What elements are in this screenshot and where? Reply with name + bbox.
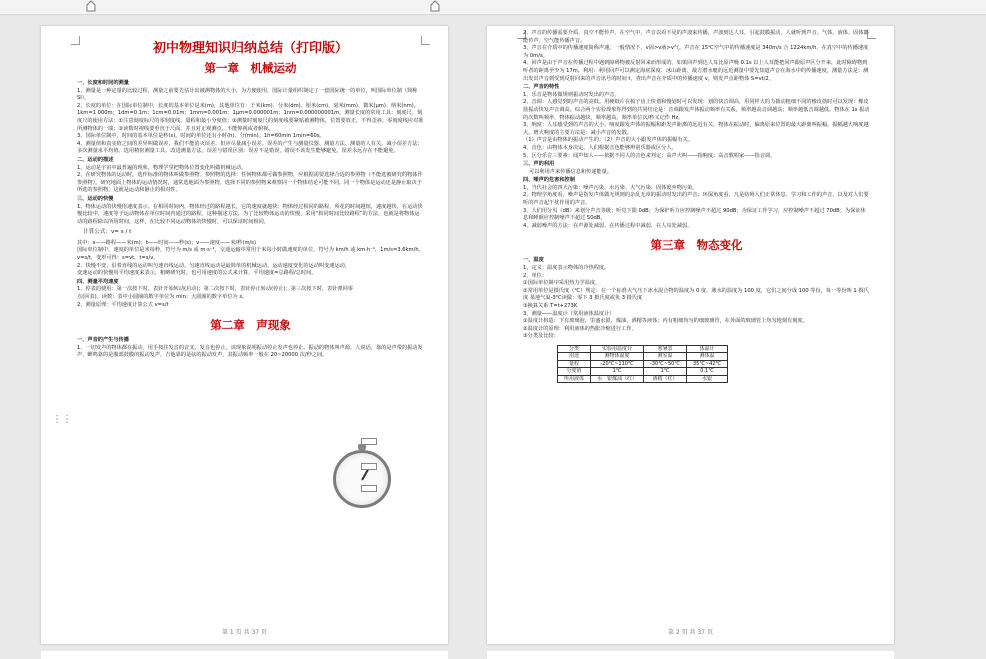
chapter-heading: 第三章 物态变化 [650,238,743,253]
table-header-cell: 体温计 [686,345,727,352]
paragraph: 1、物体运动的快慢用速度表示。在相同时间内，物体经过的路程越长，它的速度就越快；物体经过相同的路程，所花的时间越短，速度越快。在运动快慢比较中，速度等于运动物体在单位时间内通过的路程。这种描述方法，为了比较物体运动的快慢，采用“相同时间比较路程”的方法，也就是将物体运动的路程除以所用时间。这样，在比较不同运动物体的快慢时，可以保证时间相同。 [77,203,423,225]
table-cell: 用途 [558,353,591,360]
paragraph: 4、测量值和真实值之间的差异叫做误差，我们不能消灭误差，但应尽量减小误差。误差的产生与测量仪器、测量方法、测量的人有关。减小误差方法：多次测量求平均值、选用精密测量工具、改进测量方法。误差与错误区别：误差不是错误，错误不该发生能够避免，误差永远存在不能避免。 [77,140,423,155]
paragraph: 2、物理学角度看，噪声是指发声体做无规则的杂乱无章的振动时发出的声音；环保角度看，凡是妨碍人们正常休息、学习和工作的声音，以及对人们要听的声音起干扰作用的声音。 [523,192,869,207]
document-page-2 [487,26,894,644]
table-cell: 测物体温度 [591,353,644,360]
right-indent-marker[interactable] [430,0,440,12]
table-row [558,375,728,382]
document-title: 初中物理知识归纳总结（打印版） [152,41,348,56]
paragraph: 3、测量——温度计（常用液体温度计） [523,310,615,317]
section-heading: 二、声音的特性 [523,84,560,91]
paragraph: 1、当代社会的四大污染：噪声污染、水污染、大气污染、固体废弃物污染。 [523,184,698,191]
paragraph: 3、声音在介质中的传播速度简称声速。一般情况下，v固>v液>v气，声音在 15℃空气中的传播速度是 340m/s 合 1224km/h，在真空中的传播速度为 0m/s。 [523,45,869,59]
table-cell: 量程 [558,360,591,367]
chapter-heading: 第二章 声现象 [210,318,291,333]
section-heading: 四、噪声的危害和控制 [523,177,575,184]
table-cell: -30℃~50℃ [644,360,687,367]
paragraph: 2、测量原理：平均速度计算公式 v=s/t [77,301,169,308]
next-page-preview [41,651,448,659]
paragraph: ③分类及比较： [523,333,559,340]
table-cell: 所用液体 [558,375,591,382]
image-callout [361,485,377,492]
paragraph: ②温度计的原理：利用液体的热胀冷缩进行工作。 [523,325,637,332]
section-heading: 一、温度 [523,257,544,264]
formula-fraction: s / t [120,229,132,236]
paragraph: 4、回声是由于声音在传播过程中遇到障碍物被反射回来而形成的。如果回声到达人耳比原声晚 0.1s 以上人耳能把回声跟原声区分开来，此时障碍物到听者的距离至少为 17m。利用：利用回声可以测定海底深度、冰山距离、敌方潜水艇的远近测量中要先知道声音在海水中的传播速度，测量方法是：测出发出声音到受到反射回来的声音讯号的时间 t，查出声音在介质中的传播速度 v，则发声点距物体 S=vt/2。 [523,60,869,82]
paragraph: 1、乐音是物体做规则振动时发出的声音。 [523,91,620,98]
page-footer: 第 1 页 共 37 页 [222,629,267,636]
paragraph: 2、在研究物体的运动时，选作标准的物体叫做参照物。参照物的选择：任何物体都可做参照物，应根据需要选择合适的参照物（不能选被研究的物体作参照物）。研究地面上物体的运动情况时，通常选地面为参照物。选择不同的参照物来观察同一个物体结论可能不同。同一个物体是运动还是静止取决于所选的参照物，这就是运动和静止的相对性。 [77,172,423,194]
table-cell: 测体温 [686,353,727,360]
paragraph: 2、快慢不变，沿着直线的运动叫匀速直线运动。匀速直线运动是最简单的机械运动。运动速度变化的运动叫变速运动，变速运动的快慢用平均速度来表示，粗略研究时，也可用速度的公式来计算，平均速度=总路程/总时间。 [77,262,351,277]
table-row [558,360,728,367]
table-cell: 水 银煤油（红） [591,375,644,382]
paragraph: 4、减弱噪声的方法：在声源处减弱、在传播过程中减弱、在人耳处减弱。 [523,222,693,229]
table-cell: 1℃ [591,368,644,375]
formula-label: 计算公式：v= [83,229,119,236]
paragraph: ②常用单位是摄氏度（℃）规定：在一个标准大气压下冰水混合物的温度为 0 度，沸水的温度为 100 度，它们之间分成 100 等份，每一等份叫 1 摄氏度 某地气温-3℃读做：零下 3 摄氏度或负 3 摄氏度 [523,287,869,302]
ruler-bar [0,0,986,15]
image-callout [361,438,377,445]
paragraph: （1）声音是由物体的振动产生的；（2）声音的大小跟发声体的振幅有关。 [523,137,694,144]
table-cell: 水银 [686,375,727,382]
paragraph: 可以利用声来传播信息和传递能量。 [529,168,613,175]
table-header-cell: 实验用温度计 [591,345,644,352]
paragraph: 3、人们用分贝（dB）来划分声音等级；听觉下限 0dB；为保护听力应控制噪声不超过 90dB；为保证工作学习，应控制噪声不超过 70dB；为保证休息和睡眠应控制噪声不超过 50dB。 [523,207,866,222]
section-heading: 四、测量平均速度 [77,278,119,285]
section-heading: 一、声音的产生与传播 [77,337,129,344]
speed-formula [83,229,424,237]
paragraph: 3、国际单位制中，时间的基本单位是秒(s)。时间的单位还有小时(h)、分(min)。1h=60min 1min=60s。 [77,133,325,140]
section-heading: 二、运动的描述 [77,156,114,163]
table-cell: 测室温 [644,353,687,360]
paragraph: 2、音调：人感觉到的声音的高低。用硬纸片在梳子齿上快划和慢划时可以发现：划的快音调高，用同样大的力拨动粗细不同的橡皮筋时可以发现：橡皮筋振动快发声音调高。综合两个实验现象你得到的共同结论是：音调跟发声体振动频率有关系，频率越高音调越高；频率越低音调越低。物体在 1s 振动的次数叫频率，物体振动越快，频率越高。频率单位次/秒又记作 Hz。 [523,99,870,121]
paragraph: 2、声音的传播需要介质，真空不能传声。在空气中，声音以看不见的声波来传播，声波到达人耳，引起鼓膜振动，人就听到声音。气体、液体、固体都能传声，空气能传播声音。 [523,30,869,44]
table-cell: 分度值 [558,368,591,375]
paragraph: 4、音色：由物体本身决定。人们根据音色能够辨别乐器或区分人。 [523,144,677,151]
page-footer: 第 2 页 共 37 页 [668,629,713,636]
table-cell: 35℃~42℃ [686,360,727,367]
table-row [558,368,728,375]
paragraph: ①温度计构造：下有玻璃泡，里盛水银、煤油、酒精等液体；内有粗细均匀的细玻璃管，在外面的玻璃管上均匀地刻有刻度。 [523,318,808,325]
left-indent-marker[interactable] [86,0,96,12]
paragraph: 3、响度：人耳感受到的声音的大小。响度跟发声体的振幅和距发声距离的远近有关。物体在振动时，偏离原来位置的最大距离叫振幅。振幅越大响度越大。增大响度的主要方法是：减小声音的发散。 [523,122,869,136]
document-page-1 [41,26,448,644]
next-page-preview [487,651,894,659]
chapter-heading: 第一章 机械运动 [204,61,297,75]
table-cell: 0.1℃ [686,368,727,375]
table-cell: 1℃ [644,368,687,375]
thermometer-table [557,345,728,383]
section-heading: 三、运动的快慢 [77,195,114,202]
paragraph: 1、运动是宇宙中最普遍的现象，物理学里把物体位置变化叫做机械运动。 [77,164,247,171]
paragraph: 5、区分乐音三要素：闻声知人——依据不同人的音色来判定；高声大叫——指响度；高音歌唱家——指音调。 [523,152,776,159]
paragraph: 其中：s——路程——米(m)；t——时间——秒(s)；v——速度——米/秒(m/s) [77,239,257,246]
table-header-row [558,345,728,352]
section-heading: 三、声的利用 [523,161,555,168]
table-cell: -20℃~110℃ [591,360,644,367]
paragraph: 2、单位： [523,272,548,279]
paragraph: ①国际单位制中采用热力学温度。 [523,280,601,287]
paragraph: 2、长度的单位：在国际单位制中，长度的基本单位是米(m)，其他单位有：千米(km)、分米(dm)、厘米(cm)、毫米(mm)、微米(μm)、纳米(nm)。1km=1 000m；1dm=0.1m；1cm=0.01m；1mm=0.001m；1μm=0.000001m；1nm=0.000000001m。测量长度的常用工具：刻度尺。刻度尺的使用方法：①注意刻度标尺的零刻度线、量程和最小分度值；②测量时刻度尺的刻度线要紧贴被测物体，位置要放正，不得歪斜，零刻度线应对准所测物体的一端；③读数时视线要垂直于尺面，并且对正观测点，不能仰视或者俯视。 [77,102,424,132]
table-header-cell: 分类 [558,345,591,352]
drag-handle-icon[interactable]: ⋮⋮ [52,414,72,425]
stopwatch-image [333,450,391,508]
image-callout [361,463,377,470]
section-heading: 一、长度和时间的测量 [77,80,129,86]
paragraph: 1、停表的使用：第一次按下时，表针开始转动(启动)；第二次按下时，表针停止转动(停止)；第三次按下时，表针弹回零点(回表)。读数：表中小圆圈的数字单位为 min；大圆圈的数字单位为 s。 [77,286,353,301]
table-cell: 酒精（红） [644,375,687,382]
paragraph: 1、定义：温度表示物体的冷热程度。 [523,265,610,272]
paragraph: ③换算关系 T=t+273K [523,303,578,309]
paragraph: 1、一切发声的物体都在振动。用手按住发音的音叉，发音也停止，该现象说明振动停止发声也停止。振动的物体叫声源。人说话，靠的是声带的振动发声，蝉鸣靠的是腹部鼓膜的振动发声，吉他靠的是弦的振动发声，其振动频率一般在 20~20000 次/秒之间。 [77,344,423,359]
paragraph: 1、测量是一种定量的比较过程，测量之前要先估计出被测物体的大小，为方便使用，国际计量组织制定了一套国际统一的单位，叫国际单位制（简称 SI）。 [77,87,418,102]
table-row [558,353,728,360]
paragraph: 国际单位制中，速度的单位是米每秒，符号为 m/s 或 m·s⁻¹，交通运输中常用千米每小时做速度的单位，符号为 km/h 或 km·h⁻¹，1m/s=3.6km/h。v=s/t，变形可得：s=vt，t=s/v。 [77,247,424,262]
table-header-cell: 寒暑表 [644,345,687,352]
